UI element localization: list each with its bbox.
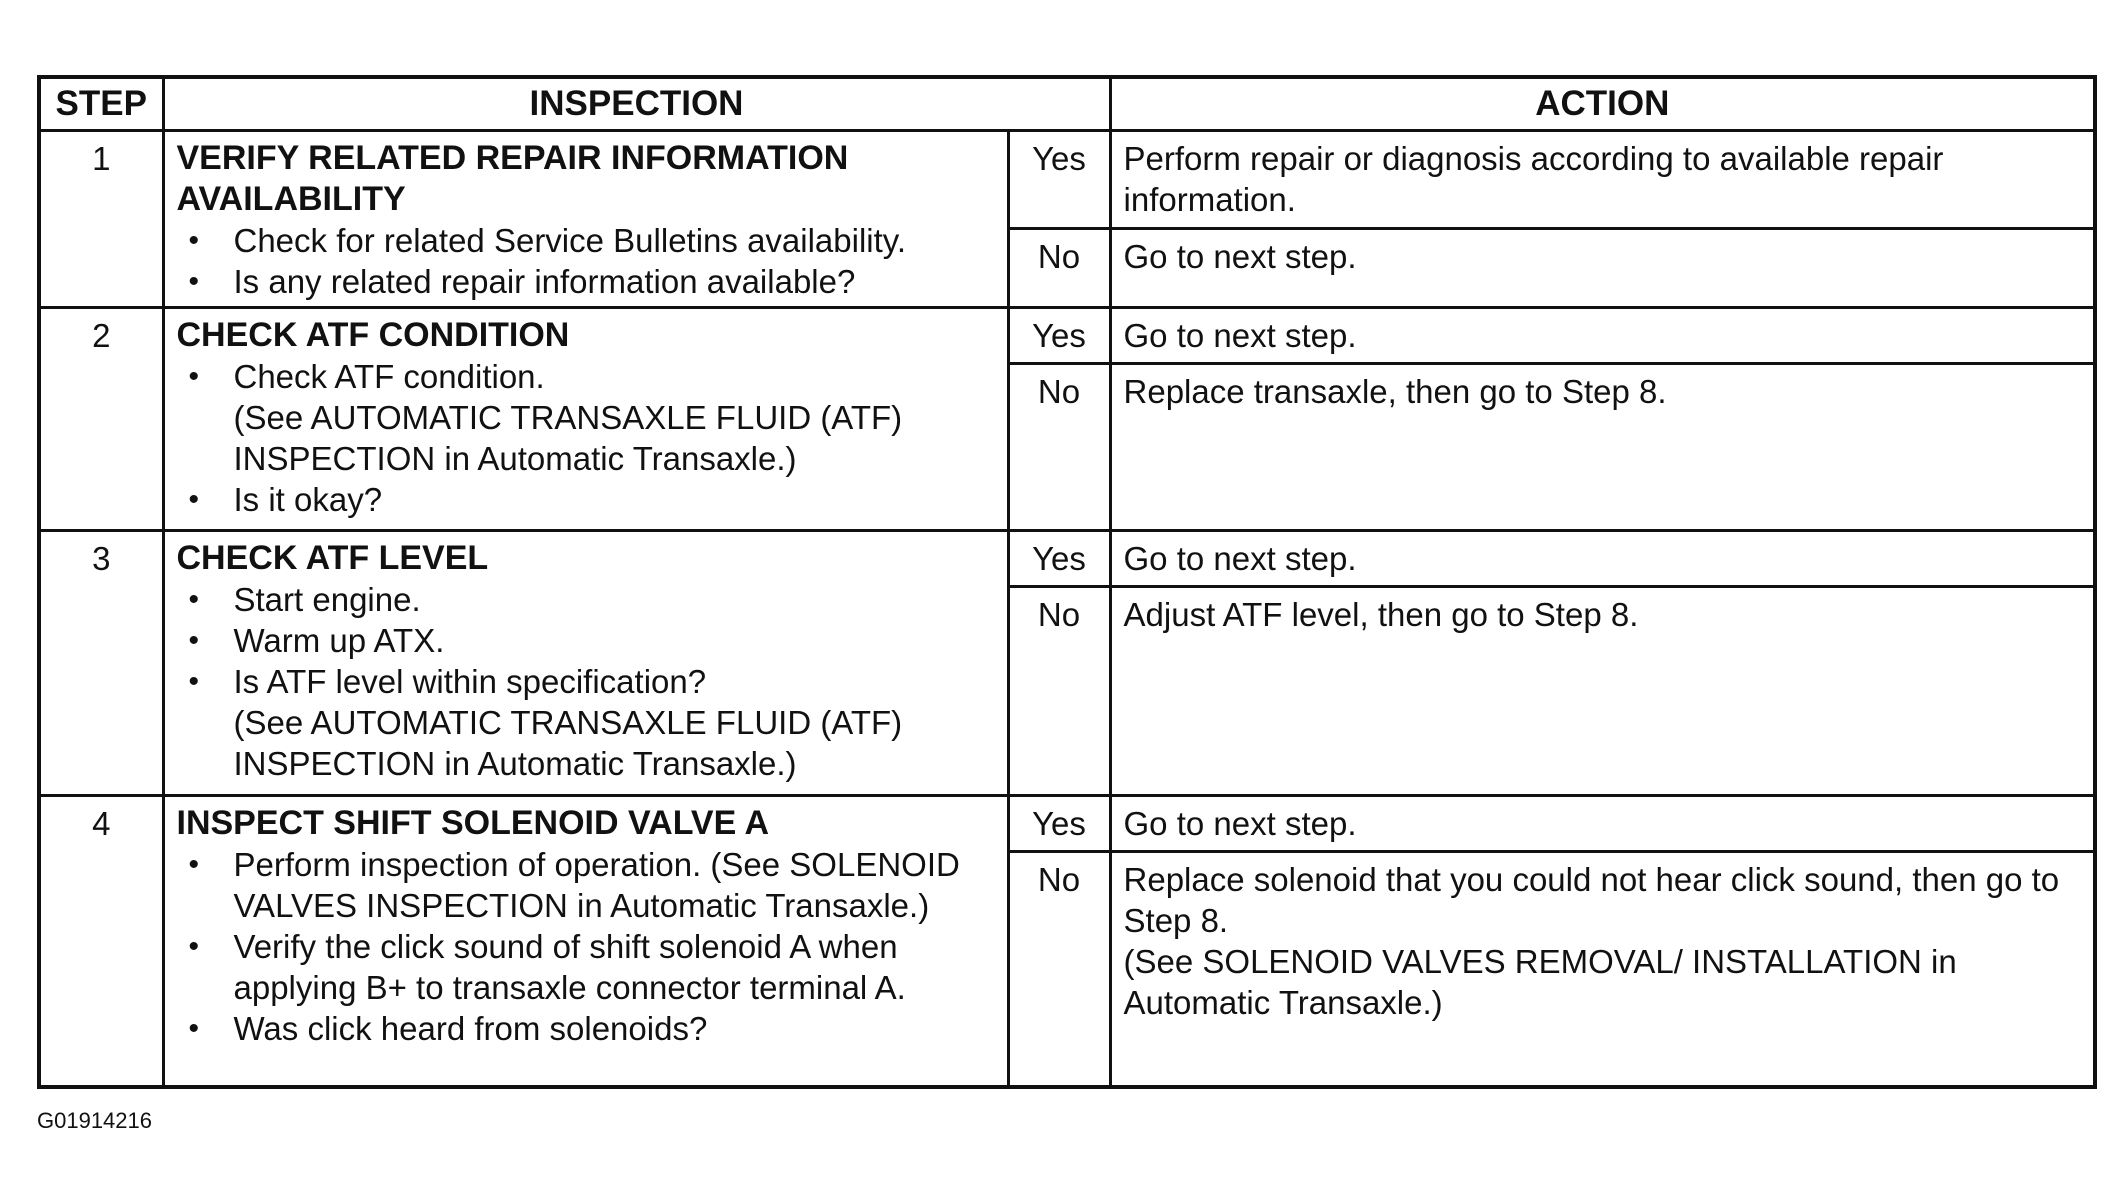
bullet-text: Check ATF condition. — [233, 358, 545, 395]
yes-action: Go to next step. — [1110, 308, 2095, 364]
step-number: 2 — [39, 308, 163, 531]
no-action: Replace solenoid that you could not hear click sound, then go to Step 8. — [1123, 861, 2060, 939]
bullet-item — [234, 579, 997, 620]
bullet-item — [234, 479, 997, 520]
bullet-item — [234, 926, 997, 1008]
header-inspection: INSPECTION — [163, 77, 1110, 131]
bullet-item — [234, 1008, 997, 1049]
no-action: Adjust ATF level, then go to Step 8. — [1110, 587, 2095, 796]
bullet-text: Start engine. — [233, 581, 421, 618]
yes-label: Yes — [1008, 796, 1110, 852]
bullet-item — [234, 356, 997, 479]
bullet-text: Verify the click sound of shift solenoid A when applying B+ to transaxle connector terminal A. — [233, 928, 906, 1006]
bullet-note: (See AUTOMATIC TRANSAXLE FLUID (ATF) INSPECTION in Automatic Transaxle.) — [233, 399, 903, 477]
header-step: STEP — [39, 77, 163, 131]
header-row — [39, 77, 2095, 131]
step-3-inspection — [163, 531, 1008, 796]
no-label: No — [1008, 364, 1110, 531]
bullet-item — [234, 261, 997, 302]
step-2-yes-row — [39, 308, 2095, 364]
no-label: No — [1008, 587, 1110, 796]
step-3-yes-row — [39, 531, 2095, 587]
no-action: Replace transaxle, then go to Step 8. — [1110, 364, 2095, 531]
bullet-item — [234, 620, 997, 661]
figure-code: G01914216 — [37, 1108, 152, 1133]
bullet-text: Was click heard from solenoids? — [233, 1010, 708, 1047]
yes-action: Go to next step. — [1110, 796, 2095, 852]
step-number: 1 — [39, 131, 163, 308]
bullet-item — [234, 220, 997, 261]
bullet-list — [177, 356, 997, 520]
bullet-text: Is ATF level within specification? — [233, 663, 707, 700]
yes-label: Yes — [1008, 531, 1110, 587]
step-1-yes-row — [39, 131, 2095, 229]
bullet-text: Check for related Service Bulletins availability. — [233, 222, 907, 259]
header-action: ACTION — [1110, 77, 2095, 131]
yes-label: Yes — [1008, 308, 1110, 364]
step-number: 4 — [39, 796, 163, 1088]
yes-label: Yes — [1008, 131, 1110, 229]
step-2-inspection — [163, 308, 1008, 531]
step-title: INSPECT SHIFT SOLENOID VALVE A — [176, 804, 770, 842]
bullet-item — [234, 661, 997, 784]
step-title: CHECK ATF LEVEL — [176, 539, 489, 577]
bullet-text: Is it okay? — [233, 481, 383, 518]
yes-action: Perform repair or diagnosis according to available repair information. — [1110, 131, 2095, 229]
step-title: VERIFY RELATED REPAIR INFORMATION AVAILABILITY — [176, 139, 849, 218]
step-number: 3 — [39, 531, 163, 796]
diagnostic-table — [37, 75, 2097, 1089]
bullet-note: (See AUTOMATIC TRANSAXLE FLUID (ATF) INSPECTION in Automatic Transaxle.) — [233, 704, 903, 782]
bullet-item — [234, 844, 997, 926]
step-1-inspection — [163, 131, 1008, 308]
yes-action: Go to next step. — [1110, 531, 2095, 587]
bullet-list — [177, 844, 997, 1049]
bullet-list — [177, 579, 997, 784]
no-action: Go to next step. — [1110, 228, 2095, 307]
no-label: No — [1008, 852, 1110, 1088]
bullet-text: Is any related repair information available? — [233, 263, 856, 300]
step-4-yes-row — [39, 796, 2095, 852]
step-title: CHECK ATF CONDITION — [176, 316, 570, 354]
bullet-text: Warm up ATX. — [233, 622, 445, 659]
step-4-inspection — [163, 796, 1008, 1088]
bullet-text: Perform inspection of operation. (See SOLENOID VALVES INSPECTION in Automatic Transaxle.) — [233, 846, 960, 924]
bullet-list — [177, 220, 997, 302]
no-action-cell — [1110, 852, 2095, 1088]
no-label: No — [1008, 228, 1110, 307]
no-action-note: (See SOLENOID VALVES REMOVAL/ INSTALLATION in Automatic Transaxle.) — [1123, 943, 1957, 1021]
